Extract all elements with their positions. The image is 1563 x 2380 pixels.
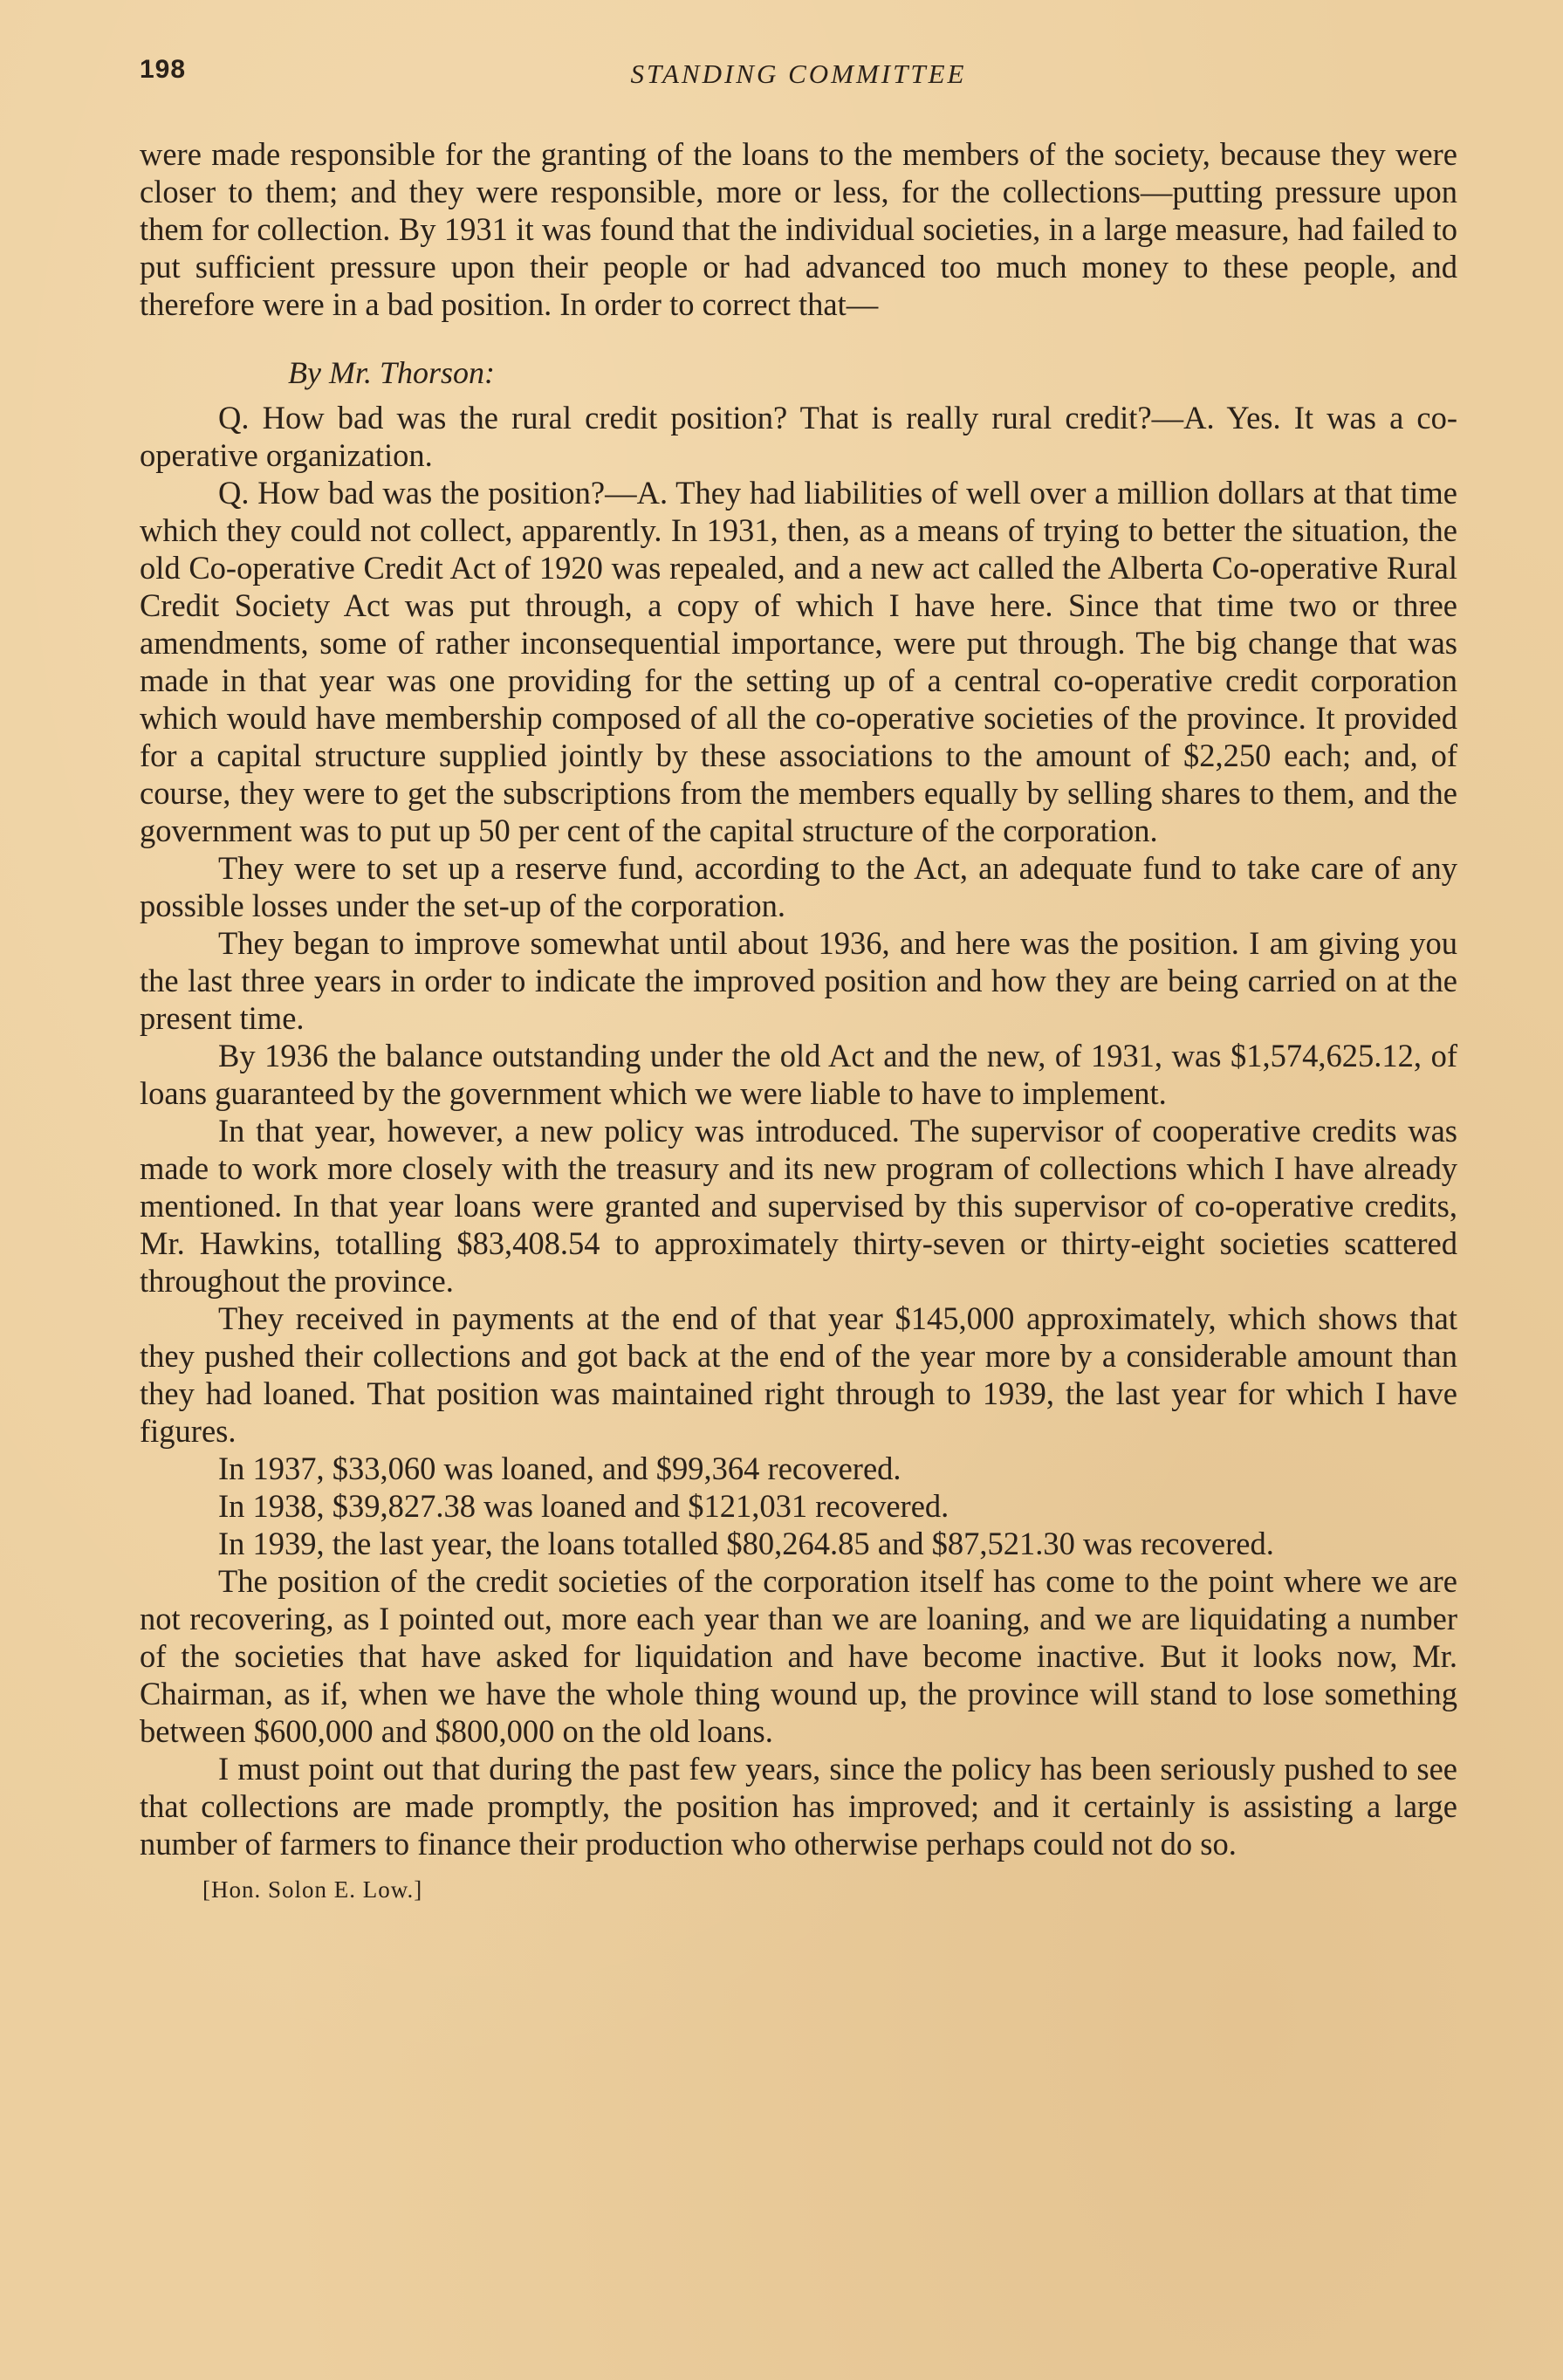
paragraph: In that year, however, a new policy was introduced. The supervisor of cooperative credits was made to work more closely with the treasury and its new program of collections which I have already mentioned. In that year loans were granted and supervised by this supervisor of co-operative credits, Mr. Hawkins, totalling $83,408.54 to approximately thirty-seven or thirty-eight societies scattered throughout the province. [140,1113,1457,1299]
paragraph: They began to improve somewhat until about 1936, and here was the position. I am giving you the last three years in order to indicate the improved position and how they are being carried on at the present time. [140,925,1457,1036]
paragraph: In 1937, $33,060 was loaned, and $99,364 recovered. [218,1451,901,1486]
running-head: STANDING COMMITTEE [630,58,967,89]
paragraph: were made responsible for the granting of the loans to the members of the society, because they were closer to them; and they were responsible, more or less, for the collections—putting pressure upon them for collection. By 1931 it was found that the individual societies, in a large measure, had failed to put sufficient pressure upon their people or had advanced too much money to these people, and therefore were in a bad position. In order to correct that— [140,136,1457,322]
paragraph: The position of the credit societies of the corporation itself has come to the point where we are not recovering, as I pointed out, more each year than we are loaning, and we are liquidating a number of the societies that have asked for liquidation and have become inactive. But it looks now, Mr. Chairman, as if, when we have the whole thing wound up, the province will stand to lose something between $600,000 and $800,000 on the old loans. [140,1563,1457,1749]
speaker-heading: By Mr. Thorson: [288,355,496,390]
paragraph: I must point out that during the past few years, since the policy has been seriously pushed to see that collections are made promptly, the position has improved; and it certainly is assisting a large number of farmers to finance their production who otherwise perhaps could not do so. [140,1751,1457,1862]
paragraph: Q. How bad was the rural credit position? That is really rural credit?—A. Yes. It was a co-operative organization. [140,400,1457,473]
page-number: 198 [140,55,187,84]
paragraph: In 1939, the last year, the loans totalled $80,264.85 and $87,521.30 was recovered. [218,1526,1274,1561]
paragraph: They were to set up a reserve fund, according to the Act, an adequate fund to take care of any possible losses under the set-up of the corporation. [140,850,1457,923]
page-header [140,48,1457,100]
speaker-attribution: [Hon. Solon E. Low.] [202,1876,423,1903]
paragraph: By 1936 the balance outstanding under the old Act and the new, of 1931, was $1,574,625.12, of loans guaranteed by the government which we were liable to have to implement. [140,1038,1457,1111]
paragraph: In 1938, $39,827.38 was loaned and $121,031 recovered. [218,1488,949,1524]
page-body [140,135,1457,1909]
paragraph: They received in payments at the end of that year $145,000 approximately, which shows that they pushed their collections and got back at the end of the year more by a considerable amount than they had loaned. That position was maintained right through to 1939, the last year for which I have figures. [140,1300,1457,1449]
paragraph: Q. How bad was the position?—A. They had liabilities of well over a million dollars at that time which they could not collect, apparently. In 1931, then, as a means of trying to better the situation, the old Co-operative Credit Act of 1920 was repealed, and a new act called the Alberta Co-operative Rural Credit Society Act was put through, a copy of which I have here. Since that time two or three amendments, some of rather inconsequential importance, were put through. The big change that was made in that year was one providing for the setting up of a central co-operative credit corporation which would have membership composed of all the co-operative societies of the province. It provided for a capital structure supplied jointly by these associations to the amount of $2,250 each; and, of course, they were to get the subscriptions from the members equally by selling shares to them, and the government was to put up 50 per cent of the capital structure of the corporation. [140,475,1457,848]
page [140,48,1457,1909]
